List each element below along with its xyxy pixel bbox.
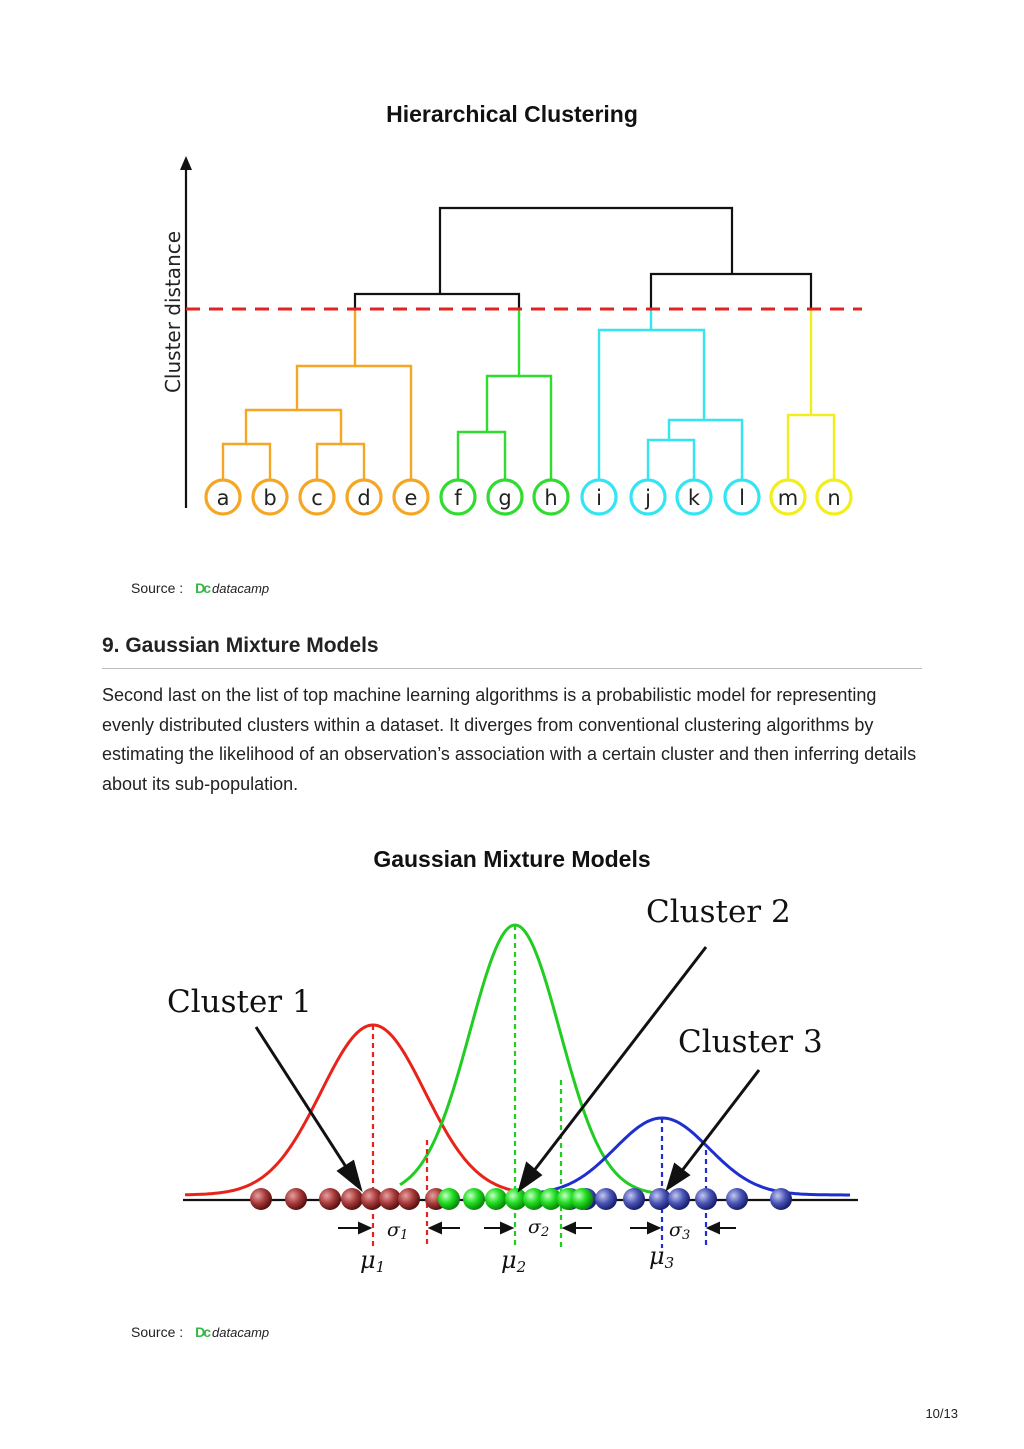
leaf-node-c	[300, 480, 334, 514]
leaf-label: n	[827, 486, 841, 510]
source-line-1	[131, 580, 269, 596]
leaf-label: f	[454, 486, 462, 510]
y-axis-label: Cluster distance	[161, 230, 185, 394]
leaf-node-l	[725, 480, 759, 514]
leaf-node-n	[817, 480, 851, 514]
cluster-3-point	[649, 1188, 671, 1210]
cluster-3-point	[595, 1188, 617, 1210]
source-line-2	[131, 1324, 269, 1340]
leaf-nodes	[206, 480, 851, 514]
leaf-node-k	[677, 480, 711, 514]
datacamp-logo[interactable]	[195, 580, 269, 596]
leaf-label: d	[357, 486, 371, 510]
leaf-label: k	[687, 486, 701, 510]
source-label-2: Source :	[131, 1324, 184, 1340]
leaf-label: a	[216, 486, 230, 510]
datacamp-mark-icon: Dc	[195, 580, 210, 596]
cluster-3-point	[726, 1188, 748, 1210]
leaf-label: l	[739, 486, 745, 510]
cluster-1-point	[285, 1188, 307, 1210]
leaf-node-f	[441, 480, 475, 514]
cluster-2-point	[463, 1188, 485, 1210]
leaf-node-m	[771, 480, 805, 514]
cluster-3-curve	[540, 1118, 850, 1195]
cluster-1-label: Cluster 1	[167, 984, 312, 1020]
mu-1-label: μ1	[360, 1246, 386, 1275]
green-cluster-links	[458, 309, 551, 480]
leaf-node-g	[488, 480, 522, 514]
cluster-2-point	[485, 1188, 507, 1210]
orange-cluster-links	[223, 309, 411, 480]
leaf-label: g	[498, 486, 512, 510]
cluster-pointer-arrows	[256, 947, 759, 1189]
cluster-3-point	[623, 1188, 645, 1210]
top-merge-links	[355, 208, 811, 309]
leaf-label: j	[645, 486, 651, 510]
leaf-node-e	[394, 480, 428, 514]
cluster-1-point	[319, 1188, 341, 1210]
leaf-node-j	[631, 480, 665, 514]
leaf-label: i	[596, 486, 602, 510]
leaf-label: b	[263, 486, 277, 510]
mu-2-label: μ2	[501, 1246, 527, 1275]
section-heading: 9. Gaussian Mixture Models	[102, 634, 379, 657]
sigma-1-label: σ1	[387, 1219, 409, 1243]
source-label: Source :	[131, 580, 184, 596]
cluster-2-label: Cluster 2	[646, 895, 791, 930]
leaf-node-b	[253, 480, 287, 514]
leaf-node-d	[347, 480, 381, 514]
datacamp-mark-icon-2: Dc	[195, 1324, 210, 1340]
data-points	[250, 1188, 792, 1210]
sigma-2-label: σ2	[528, 1216, 550, 1240]
cluster-3-point	[770, 1188, 792, 1210]
cluster-1-point	[398, 1188, 420, 1210]
section-divider	[102, 668, 922, 669]
y-axis-arrowhead	[180, 156, 192, 170]
gmm-title: Gaussian Mixture Models	[373, 846, 651, 872]
cluster-2-point	[571, 1188, 593, 1210]
section-paragraph: Second last on the list of top machine learning algorithms is a probabilistic model for representing evenly distributed clusters within a dataset. It diverges from conventional clustering algorithms by estimating the likelihood of an observation’s association with a certain cluster and then inferring details about its sub-population.	[102, 685, 917, 794]
yellow-cluster-links	[788, 309, 834, 480]
leaf-label: c	[311, 486, 323, 510]
mu-3-label: μ3	[649, 1242, 675, 1272]
cyan-cluster-links	[599, 309, 742, 480]
cluster-1-point	[250, 1188, 272, 1210]
cluster-1-point	[341, 1188, 363, 1210]
datacamp-wordmark-2: datacamp	[212, 1324, 270, 1340]
leaf-node-i	[582, 480, 616, 514]
leaf-node-a	[206, 480, 240, 514]
cluster-2-point	[438, 1188, 460, 1210]
page-number: 10/13	[925, 1406, 958, 1421]
leaf-label: e	[404, 486, 418, 510]
datacamp-wordmark: datacamp	[212, 580, 270, 596]
cluster-3-point	[695, 1188, 717, 1210]
cluster-3-label: Cluster 3	[678, 1024, 823, 1060]
leaf-label: m	[777, 486, 799, 510]
cluster-3-point	[668, 1188, 690, 1210]
dendrogram-figure	[150, 150, 870, 530]
leaf-label: h	[544, 486, 558, 510]
hierarchical-clustering-title: Hierarchical Clustering	[386, 101, 638, 127]
gmm-figure	[165, 895, 860, 1275]
cluster-1-point	[379, 1188, 401, 1210]
datacamp-logo-2[interactable]	[195, 1324, 269, 1340]
sigma-3-label: σ3	[669, 1219, 691, 1243]
leaf-node-h	[534, 480, 568, 514]
